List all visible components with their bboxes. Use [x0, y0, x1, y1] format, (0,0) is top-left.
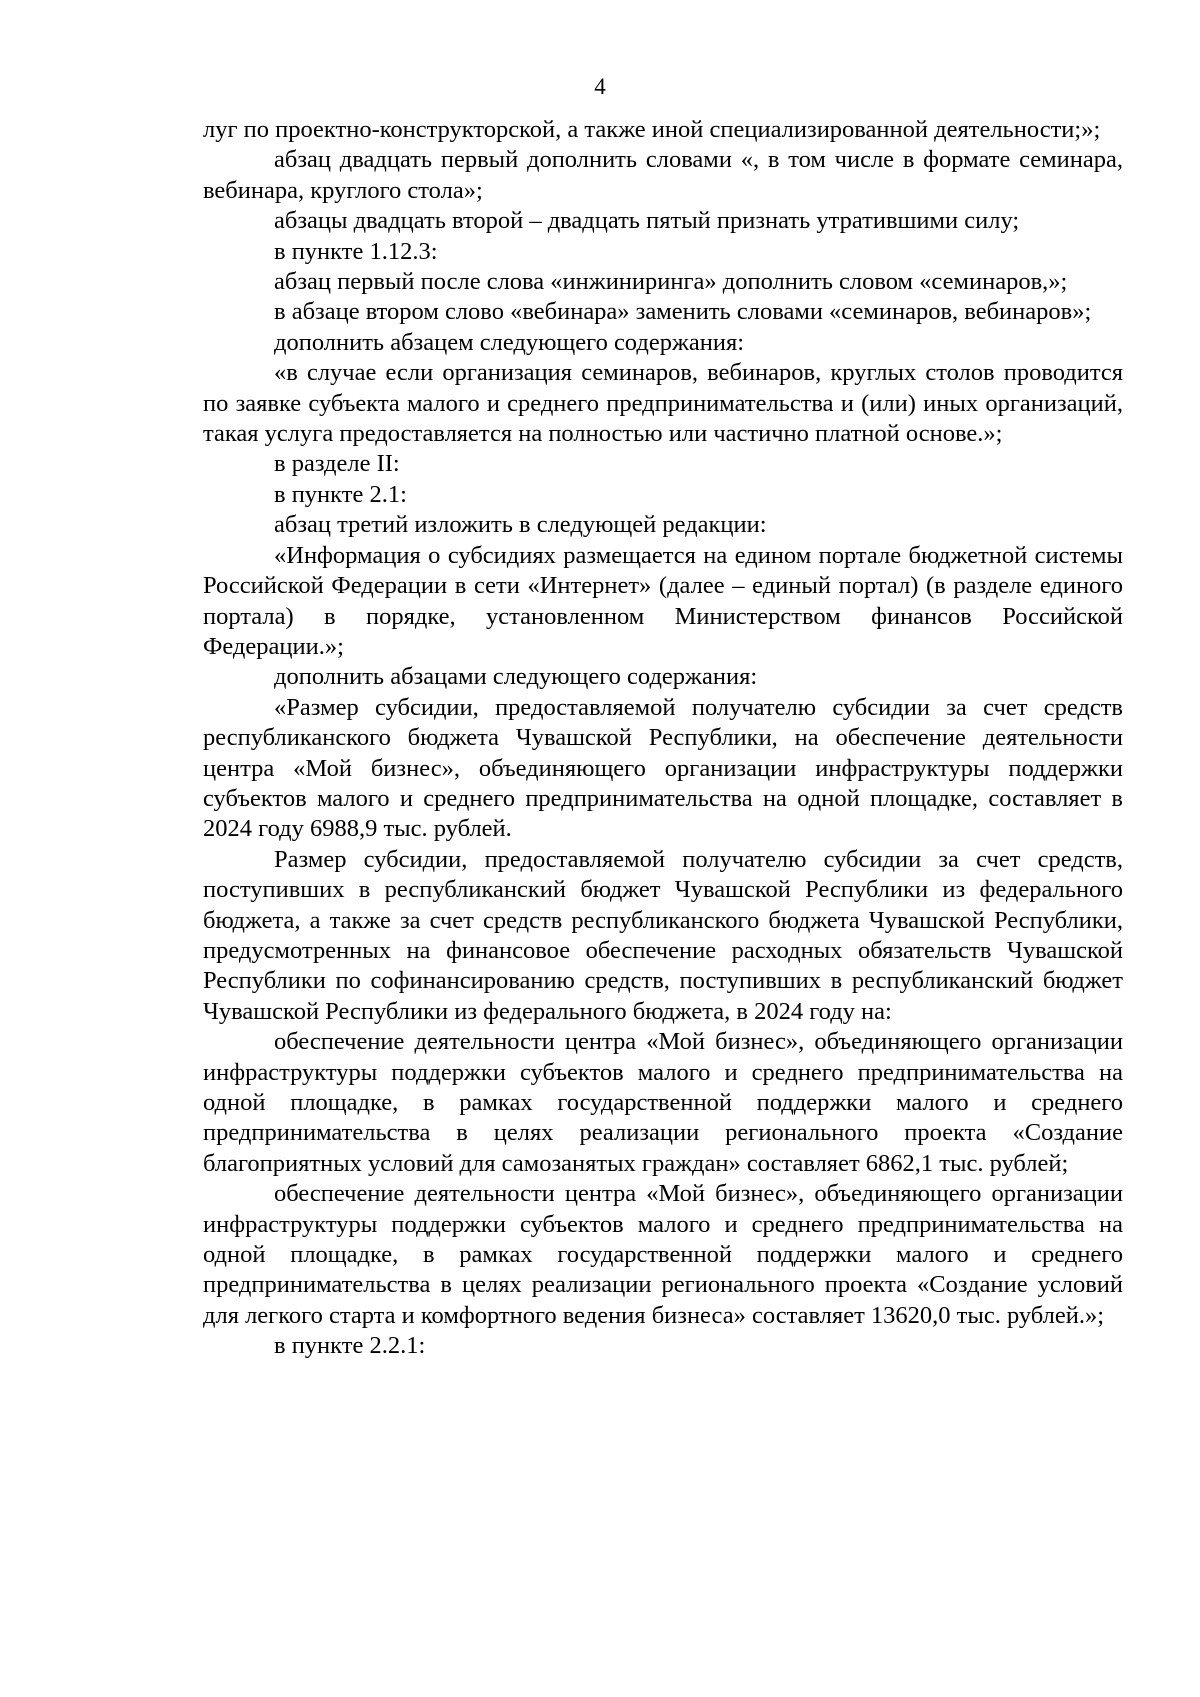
paragraph: в абзаце втором слово «вебинара» заменить словами «семинаров, вебинаров»; — [274, 298, 1092, 326]
paragraph-continuation: луг по проектно-конструкторской, а также иной специализированной деятельности;»; — [203, 116, 1101, 143]
paragraph: в пункте 2.2.1: — [274, 1332, 426, 1360]
paragraph: «Информация о субсидиях размещается на едином портале бюджетной системы Российской Федерации в сети «Интернет» (далее – единый портал) (в разделе единого портала) в порядке, установленном Министерством финансов Российской Федерации.»; — [203, 541, 1123, 660]
paragraph: дополнить абзацем следующего содержания: — [274, 328, 745, 356]
document-body — [203, 115, 1123, 1362]
paragraph: в пункте 2.1: — [274, 480, 407, 508]
paragraph: «в случае если организация семинаров, вебинаров, круглых столов проводится по заявке субъекта малого и среднего предпринимательства и (или) иных организаций, такая услуга предоставляется на полностью или частично платной основе.»; — [203, 359, 1123, 448]
paragraph: абзац первый после слова «инжиниринга» дополнить словом «семинаров,»; — [274, 268, 1068, 296]
paragraph: абзац третий изложить в следующей редакции: — [274, 511, 767, 539]
paragraph: обеспечение деятельности центра «Мой бизнес», объединяющего организации инфраструктуры поддержки субъектов малого и среднего предпринимательства на одной площадке, в рамках государственной поддержки малого и среднего предпринимательства в целях реализации регионального проекта «Создание благоприятных условий для самозанятых граждан» составляет 6862,1 тыс. рублей; — [203, 1028, 1123, 1177]
paragraph: в разделе II: — [274, 450, 400, 478]
paragraph: абзацы двадцать второй – двадцать пятый признать утратившими силу; — [274, 207, 1020, 235]
paragraph: обеспечение деятельности центра «Мой бизнес», объединяющего организации инфраструктуры поддержки субъектов малого и среднего предпринимательства на одной площадке, в рамках государственной поддержки малого и среднего предпринимательства в целях реализации регионального проекта «Создание условий для легкого старта и комфортного ведения бизнеса» составляет 13620,0 тыс. рублей.»; — [203, 1180, 1123, 1329]
paragraph: в пункте 1.12.3: — [274, 237, 438, 265]
paragraph: абзац двадцать первый дополнить словами «, в том числе в формате семинара, вебинара, круглого стола»; — [203, 146, 1123, 204]
paragraph: «Размер субсидии, предоставляемой получателю субсидии за счет средств республиканского бюджета Чувашской Республики, на обеспечение деятельности центра «Мой бизнес», объединяющего организации инфраструктуры поддержки субъектов малого и среднего предпринимательства на одной площадке, составляет в 2024 году 6988,9 тыс. рублей. — [203, 693, 1123, 843]
paragraph: Размер субсидии, предоставляемой получателю субсидии за счет средств, поступивших в республиканский бюджет Чувашской Республики из федерального бюджета, а также за счет средств республиканского бюджета Чувашской Республики, предусмотренных на финансовое обеспечение расходных обязательств Чувашской Республики по софинансированию средств, поступивших в республиканский бюджет Чувашской Республики из федерального бюджета, в 2024 году на: — [203, 845, 1123, 1025]
page-number: 4 — [594, 74, 606, 99]
paragraph: дополнить абзацами следующего содержания: — [274, 663, 758, 691]
